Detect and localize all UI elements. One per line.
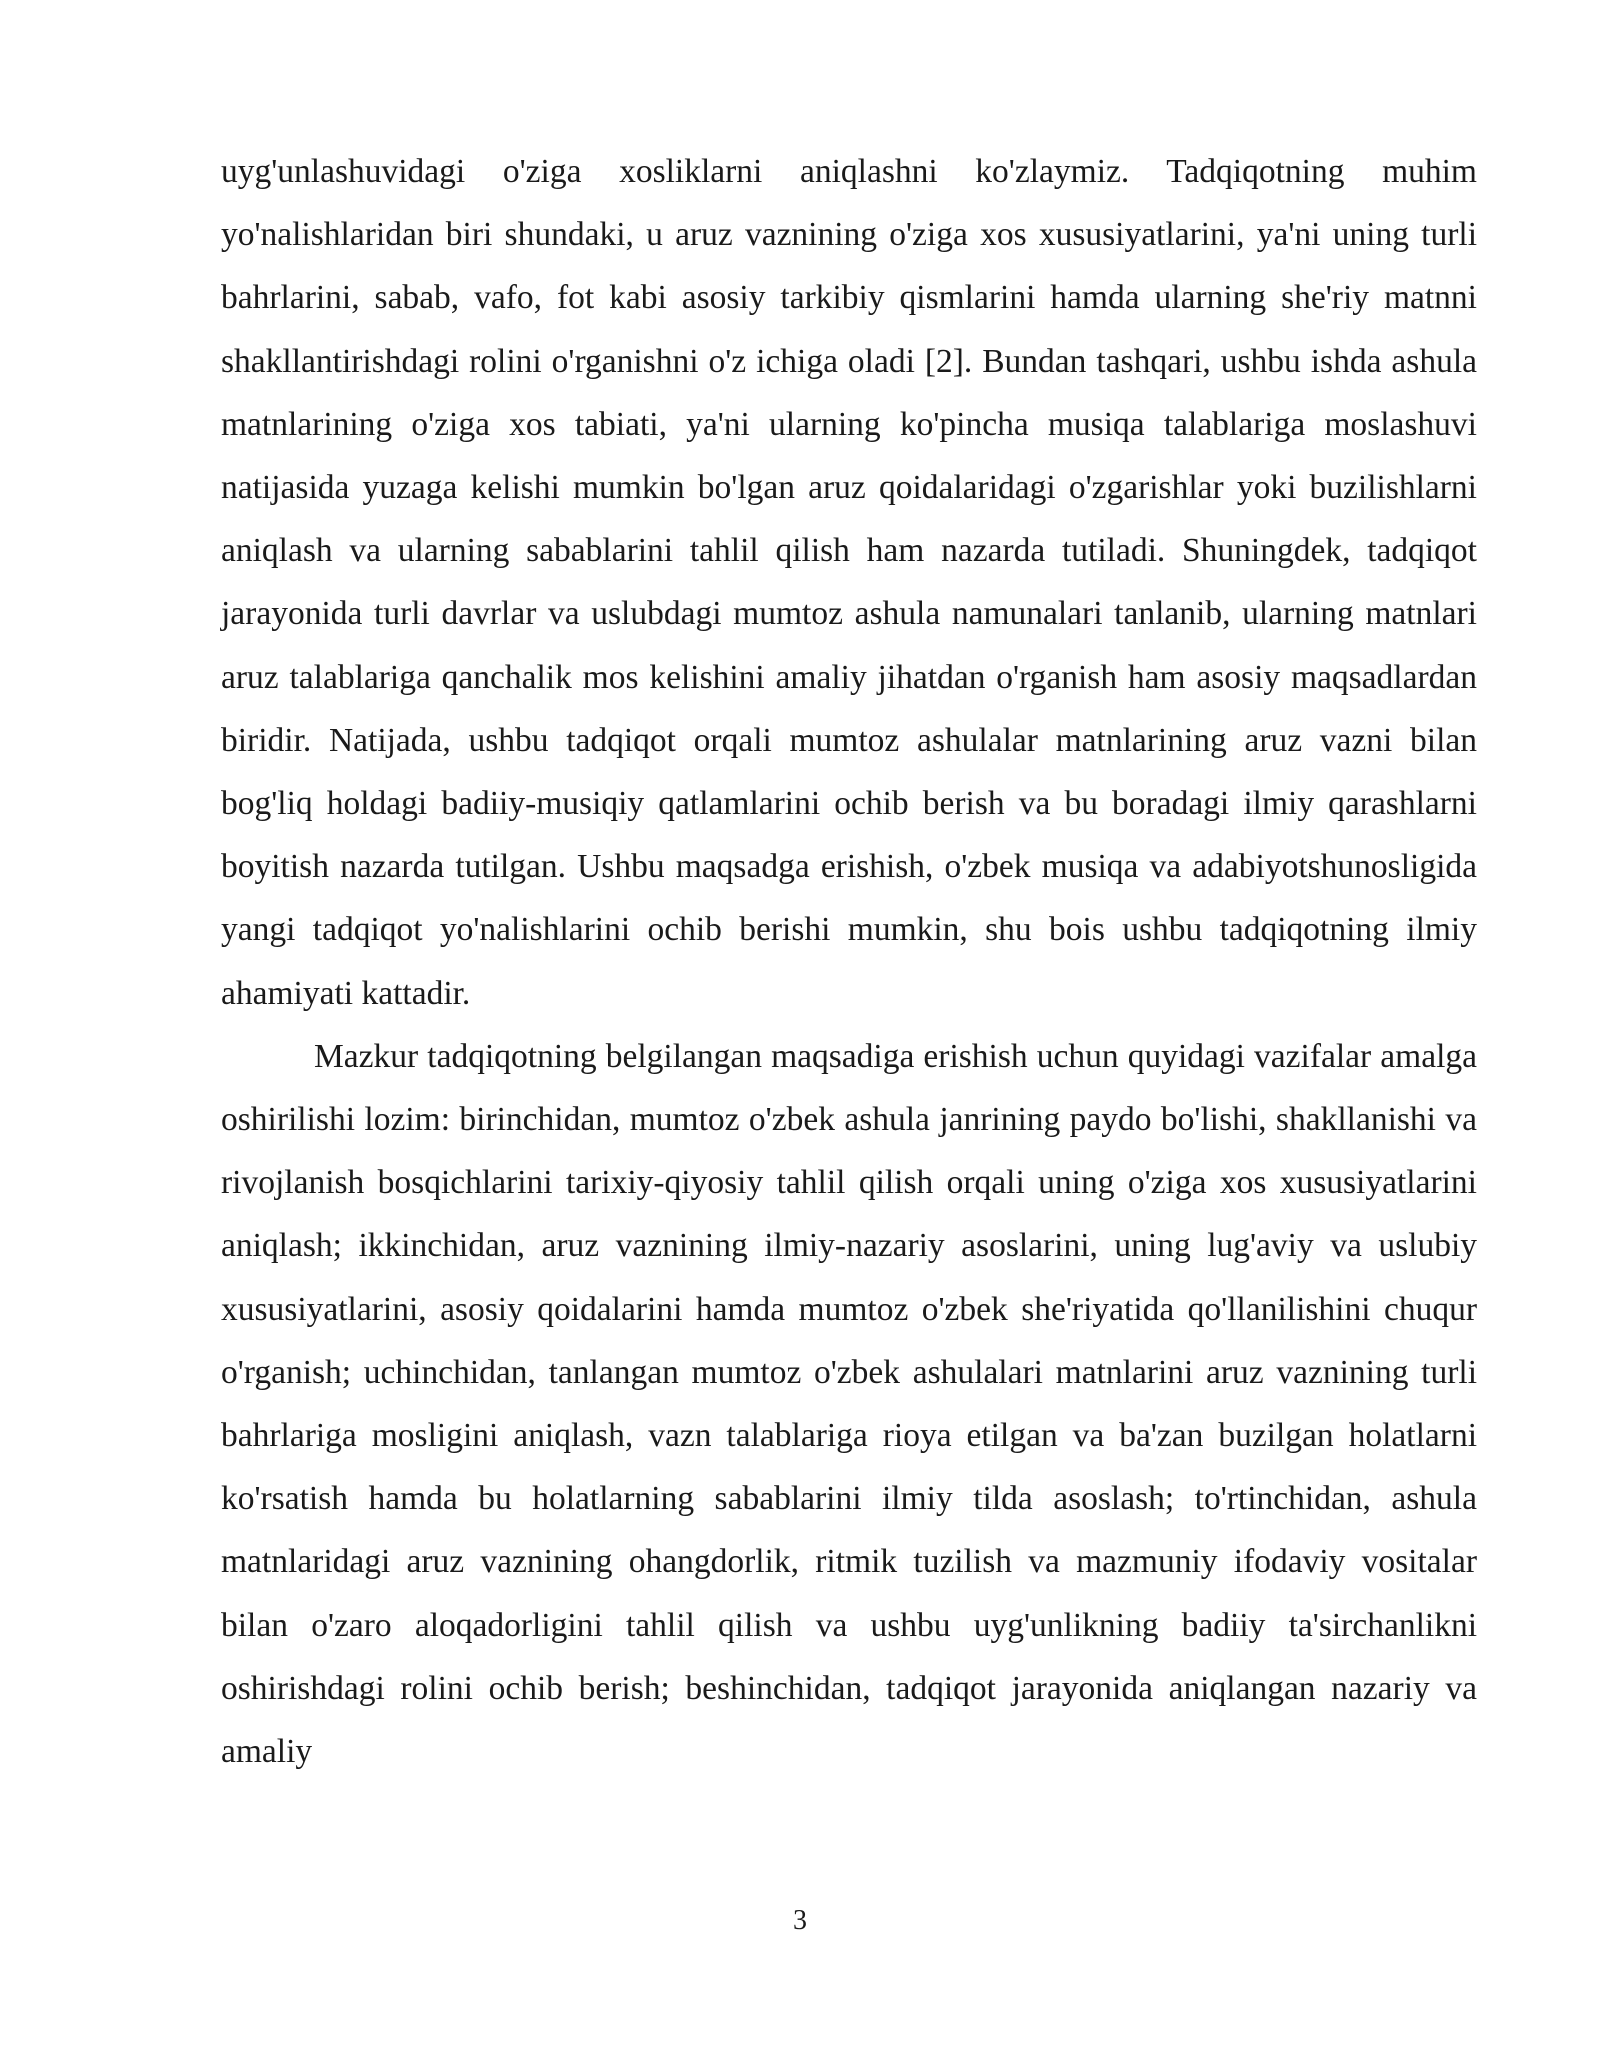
- body-text: [221, 140, 1477, 1783]
- paragraph-1: uyg'unlashuvidagi o'ziga xosliklarni aniqlashni ko'zlaymiz. Tadqiqotning muhim yo'nalishlaridan biri shundaki, u aruz vaznining o'ziga xos xususiyatlarini, ya'ni uning turli bahrlarini, sabab, vafo, fot kabi asosiy tarkibiy qismlarini hamda ularning she'riy matnni shakllantirishdagi rolini o'rganishni o'z ichiga oladi [2]. Bundan tashqari, ushbu ishda ashula matnlarining o'ziga xos tabiati, ya'ni ularning ko'pincha musiqa talablariga moslashuvi natijasida yuzaga kelishi mumkin bo'lgan aruz qoidalaridagi o'zgarishlar yoki buzilishlarni aniqlash va ularning sabablarini tahlil qilish ham nazarda tutiladi. Shuningdek, tadqiqot jarayonida turli davrlar va uslubdagi mumtoz ashula namunalari tanlanib, ularning matnlari aruz talablariga qanchalik mos kelishini amaliy jihatdan o'rganish ham asosiy maqsadlardan biridir. Natijada, ushbu tadqiqot orqali mumtoz ashulalar matnlarining aruz vazni bilan bog'liq holdagi badiiy-musiqiy qatlamlarini ochib berish va bu boradagi ilmiy qarashlarni boyitish nazarda tutilgan. Ushbu maqsadga erishish, o'zbek musiqa va adabiyotshunosligida yangi tadqiqot yo'nalishlarini ochib berishi mumkin, shu bois ushbu tadqiqotning ilmiy ahamiyati kattadir.: [221, 153, 1477, 1012]
- page-number: 3: [793, 1905, 807, 1936]
- paragraph-2: Mazkur tadqiqotning belgilangan maqsadiga erishish uchun quyidagi vazifalar amalga oshirilishi lozim: birinchidan, mumtoz o'zbek ashula janrining paydo bo'lishi, shakllanishi va rivojlanish bosqichlarini tarixiy-qiyosiy tahlil qilish orqali uning o'ziga xos xususiyatlarini aniqlash; ikkinchidan, aruz vaznining ilmiy-nazariy asoslarini, uning lug'aviy va uslubiy xususiyatlarini, asosiy qoidalarini hamda mumtoz o'zbek she'riyatida qo'llanilishini chuqur o'rganish; uchinchidan, tanlangan mumtoz o'zbek ashulalari matnlarini aruz vaznining turli bahrlariga mosligini aniqlash, vazn talablariga rioya etilgan va ba'zan buzilgan holatlarni ko'rsatish hamda bu holatlarning sabablarini ilmiy tilda asoslash; to'rtinchidan, ashula matnlaridagi aruz vaznining ohangdorlik, ritmik tuzilish va mazmuniy ifodaviy vositalar bilan o'zaro aloqadorligini tahlil qilish va ushbu uyg'unlikning badiiy ta'sirchanlikni oshirishdagi rolini ochib berish; beshinchidan, tadqiqot jarayonida aniqlangan nazariy va amaliy: [221, 1037, 1477, 1771]
